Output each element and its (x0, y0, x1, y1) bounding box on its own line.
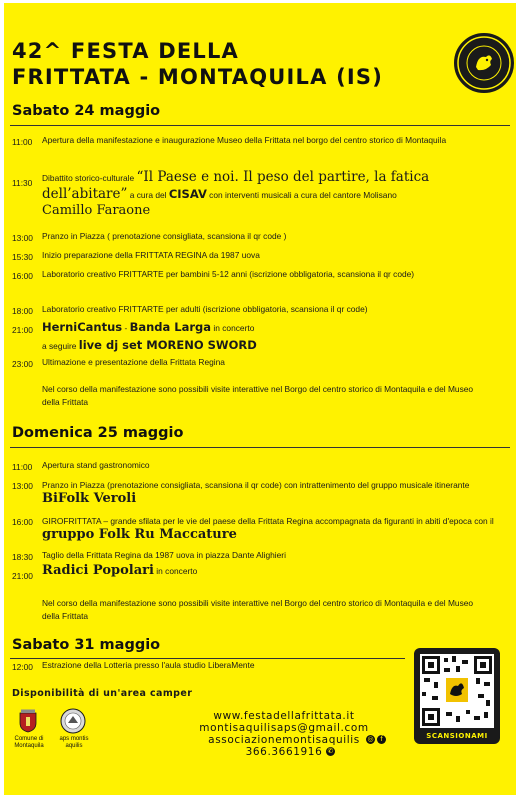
day-heading-domenica-25: Domenica 25 maggio (12, 425, 184, 441)
event-text: Pranzo in Piazza ( prenotazione consigliata, scansiona il qr code ) (42, 231, 287, 241)
visit-note: Nel corso della manifestazione sono possibili visite interattive nel Borgo del centro storico di Montaquila e del Museo della Frittata (42, 384, 474, 407)
qr-code-card[interactable] (414, 648, 500, 744)
event-time: 18:30 (12, 552, 33, 562)
band-name: Radici Popolari (42, 563, 154, 578)
phone-number[interactable]: 366.3661916 (245, 746, 323, 758)
aps-logo-icon (60, 708, 86, 738)
facebook-icon[interactable]: f (377, 735, 386, 744)
event-concert (42, 319, 508, 355)
event-text: a seguire (42, 341, 79, 351)
event-lunch (42, 478, 508, 506)
event-text: Ultimazione e presentazione della Frittata Regina (42, 357, 225, 367)
comune-caption: Comune di Montaquila (14, 736, 44, 749)
event-time: 11:00 (12, 462, 33, 472)
dj-name: live dj set MORENO SWORD (78, 338, 257, 352)
social-handle[interactable]: associazionemontisaquilis (208, 734, 360, 746)
performer-name: Camillo Faraone (42, 203, 151, 218)
event-text: con interventi musicali a cura del cantore Molisano (206, 190, 397, 200)
event-text: Pranzo in Piazza (prenotazione consigliata, scansiona il qr code) con intrattenimento del gruppo musicale itinerante (42, 480, 470, 490)
event-text: Laboratorio creativo FRITTARTE per adulti (iscrizione obbligatoria, scansiona il qr code) (42, 304, 368, 314)
aps-caption: aps montis aquilis (59, 736, 89, 749)
event-parade (42, 514, 508, 542)
comune-crest-icon (18, 709, 38, 737)
event-time: 16:00 (12, 517, 33, 527)
event-text: Dibattito storico-culturale (42, 173, 137, 183)
event-text: a cura del (127, 190, 169, 200)
event-text: Laboratorio creativo FRITTARTE per bambini 5-12 anni (iscrizione obbligatoria, scansiona il qr code) (42, 269, 415, 279)
website-link[interactable]: www.festadellafrittata.it (213, 710, 355, 722)
event-text: Inizio preparazione della FRITTATA REGINA da 1987 uova (42, 250, 260, 260)
day-heading-sabato-24: Sabato 24 maggio (12, 103, 161, 119)
event-time: 21:00 (12, 325, 33, 335)
band-name: BiFolk Veroli (42, 491, 137, 506)
poster-title-line2: FRITTATA - MONTAQUILA (IS) (12, 65, 384, 89)
event-debate (42, 169, 508, 219)
event-text: - (122, 323, 130, 333)
event-poster (4, 3, 516, 795)
email-link[interactable]: montisaquilisaps@gmail.com (199, 722, 369, 734)
event-text: in concerto (211, 323, 255, 333)
qr-code-icon[interactable] (420, 654, 494, 728)
event-time: 13:00 (12, 233, 33, 243)
day-heading-sabato-31: Sabato 31 maggio (12, 637, 161, 653)
contacts-block (184, 710, 384, 758)
band-name: HerniCantus (42, 320, 123, 334)
event-text: in concerto (153, 566, 198, 576)
event-time: 18:00 (12, 306, 33, 316)
event-text: Apertura stand gastronomico (42, 460, 150, 470)
band-name: gruppo Folk Ru Maccature (42, 527, 237, 542)
event-text: GIROFRITTATA – grande sfilata per le vie del paese della Frittata Regina accompagnata da figuranti in abiti d'epoca con il (42, 516, 494, 526)
event-text: Taglio della Frittata Regina da 1987 uova in piazza Dante Alighieri (42, 550, 286, 560)
event-text: Apertura della manifestazione e inaugurazione Museo della Frittata nel borgo del centro storico di Montaquila (42, 135, 447, 145)
org-name: CISAV (168, 187, 207, 201)
event-time: 11:00 (12, 137, 33, 147)
whatsapp-icon[interactable]: ✆ (327, 747, 334, 755)
event-time: 16:00 (12, 271, 33, 281)
frittata-logo-icon (454, 33, 514, 93)
camper-area-note: Disponibilità di un'area camper (12, 688, 193, 699)
event-time: 23:00 (12, 359, 33, 369)
event-time: 11:30 (12, 178, 33, 188)
qr-label: SCANSIONAMI (426, 732, 488, 740)
divider (10, 447, 510, 448)
instagram-icon[interactable]: ◎ (367, 735, 374, 743)
visit-note: Nel corso della manifestazione sono possibili visite interattive nel Borgo del centro storico di Montaquila e del Museo della Frittata (42, 598, 474, 621)
band-name: Banda Larga (129, 320, 212, 334)
event-time: 12:00 (12, 662, 33, 672)
event-concert (42, 565, 508, 578)
event-time: 13:00 (12, 481, 33, 491)
poster-title-line1: 42^ FESTA DELLA (12, 39, 239, 63)
event-time: 21:00 (12, 571, 33, 581)
event-text: Estrazione della Lotteria presso l'aula studio LiberaMente (42, 660, 255, 670)
event-time: 15:30 (12, 252, 33, 262)
debate-title: “Il Paese e noi. Il peso del partire, la fatica dell’abitare” (42, 169, 430, 202)
divider (10, 125, 510, 126)
